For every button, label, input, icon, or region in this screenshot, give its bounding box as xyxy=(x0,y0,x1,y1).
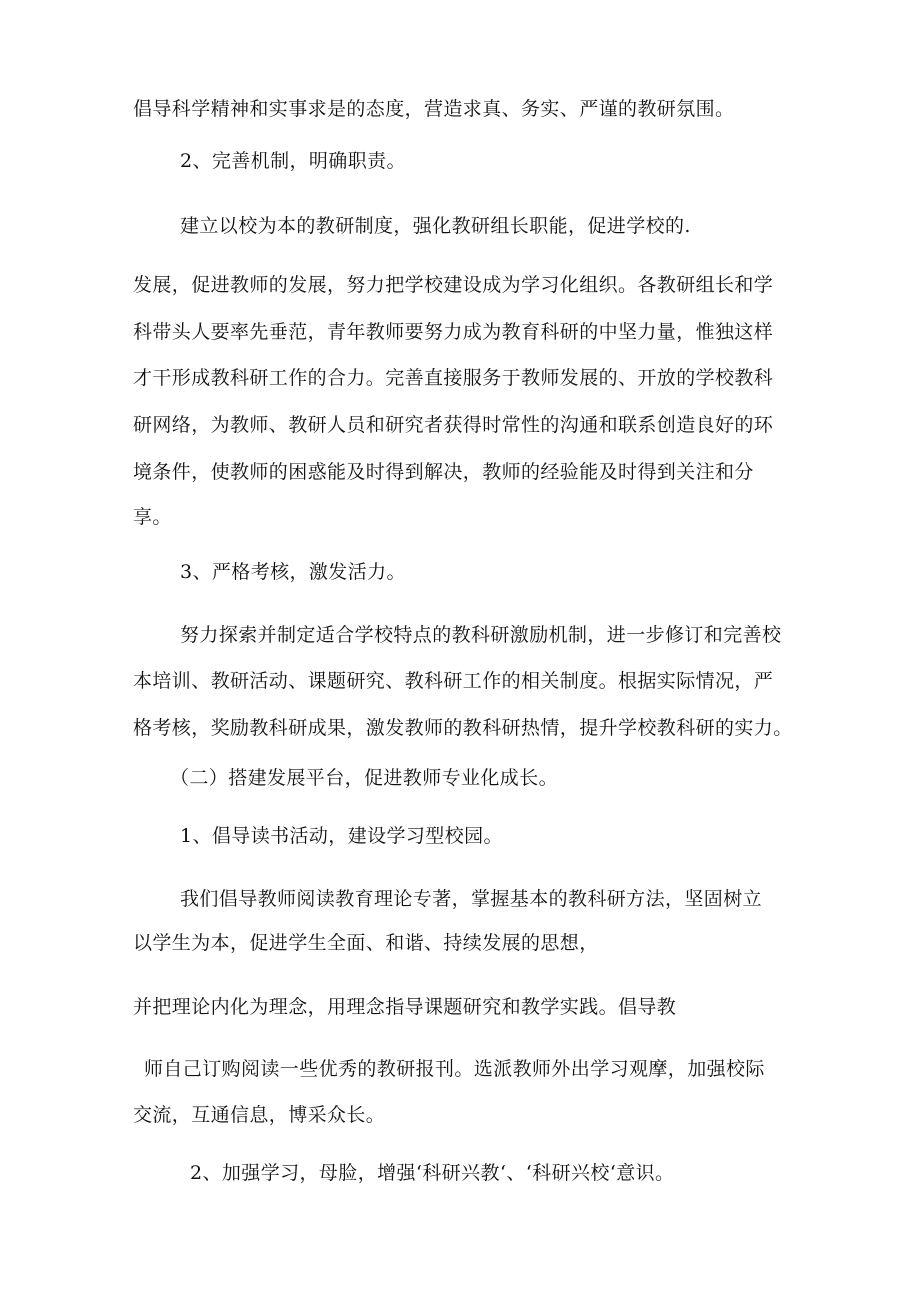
text-line: 科带头人要率先垂范，青年教师要努力成为教育科研的中坚力量，惟独这样 xyxy=(133,321,774,343)
text-line: 发展，促进教师的发展，努力把学校建设成为学习化组织。各教研组长和学 xyxy=(133,274,774,296)
text-line: 我们倡导教师阅读教育理论专著，掌握基本的教科研方法，坚固树立 xyxy=(180,888,763,910)
text-line: 本培训、教研活动、课题研究、教科研工作的相关制度。根据实际情况，严 xyxy=(133,670,774,692)
section-heading: 1、倡导读书活动，建设学习型校园。 xyxy=(180,825,503,847)
text-line: 境条件，使教师的困惑能及时得到解决，教师的经验能及时得到关注和分 xyxy=(133,461,754,483)
section-heading: 2、加强学习，母脸，增强‘科研兴教‘、‘科研兴校‘意识。 xyxy=(190,1162,675,1184)
section-heading: 3、严格考核，激发活力。 xyxy=(180,561,406,583)
text-line: 研网络，为教师、教研人员和研究者获得时常性的沟通和联系创造良好的环 xyxy=(133,414,774,436)
text-line: 师自己订购阅读一些优秀的教研报刊。选派教师外出学习观摩，加强校际 xyxy=(144,1058,765,1080)
text-line: 格考核，奖励教科研成果，激发教师的教科研热情，提升学校教科研的实力。 xyxy=(133,717,793,739)
section-heading: （二）搭建发展平台，促进教师专业化成长。 xyxy=(170,767,559,789)
text-line: 倡导科学精神和实事求是的态度，营造求真、务实、严谨的教研氛围。 xyxy=(133,98,735,120)
text-line: 并把理论内化为理念，用理念指导课题研究和教学实践。倡导教 xyxy=(133,996,677,1018)
text-line: 享。 xyxy=(133,506,172,528)
section-heading: 2、完善机制，明确职责。 xyxy=(180,150,406,172)
text-line: 以学生为本，促进学生全面、和谐、持续发展的思想， xyxy=(133,932,599,954)
text-line: 交流，互通信息，博采众长。 xyxy=(133,1104,386,1126)
text-line: 才干形成教科研工作的合力。完善直接服务于教师发展的、开放的学校教科 xyxy=(133,367,774,389)
text-line: 努力探索并制定适合学校特点的教科研激励机制，进一步修订和完善校 xyxy=(180,624,782,646)
text-line: 建立以校为本的教研制度，强化教研组长职能，促进学校的. xyxy=(180,215,691,237)
